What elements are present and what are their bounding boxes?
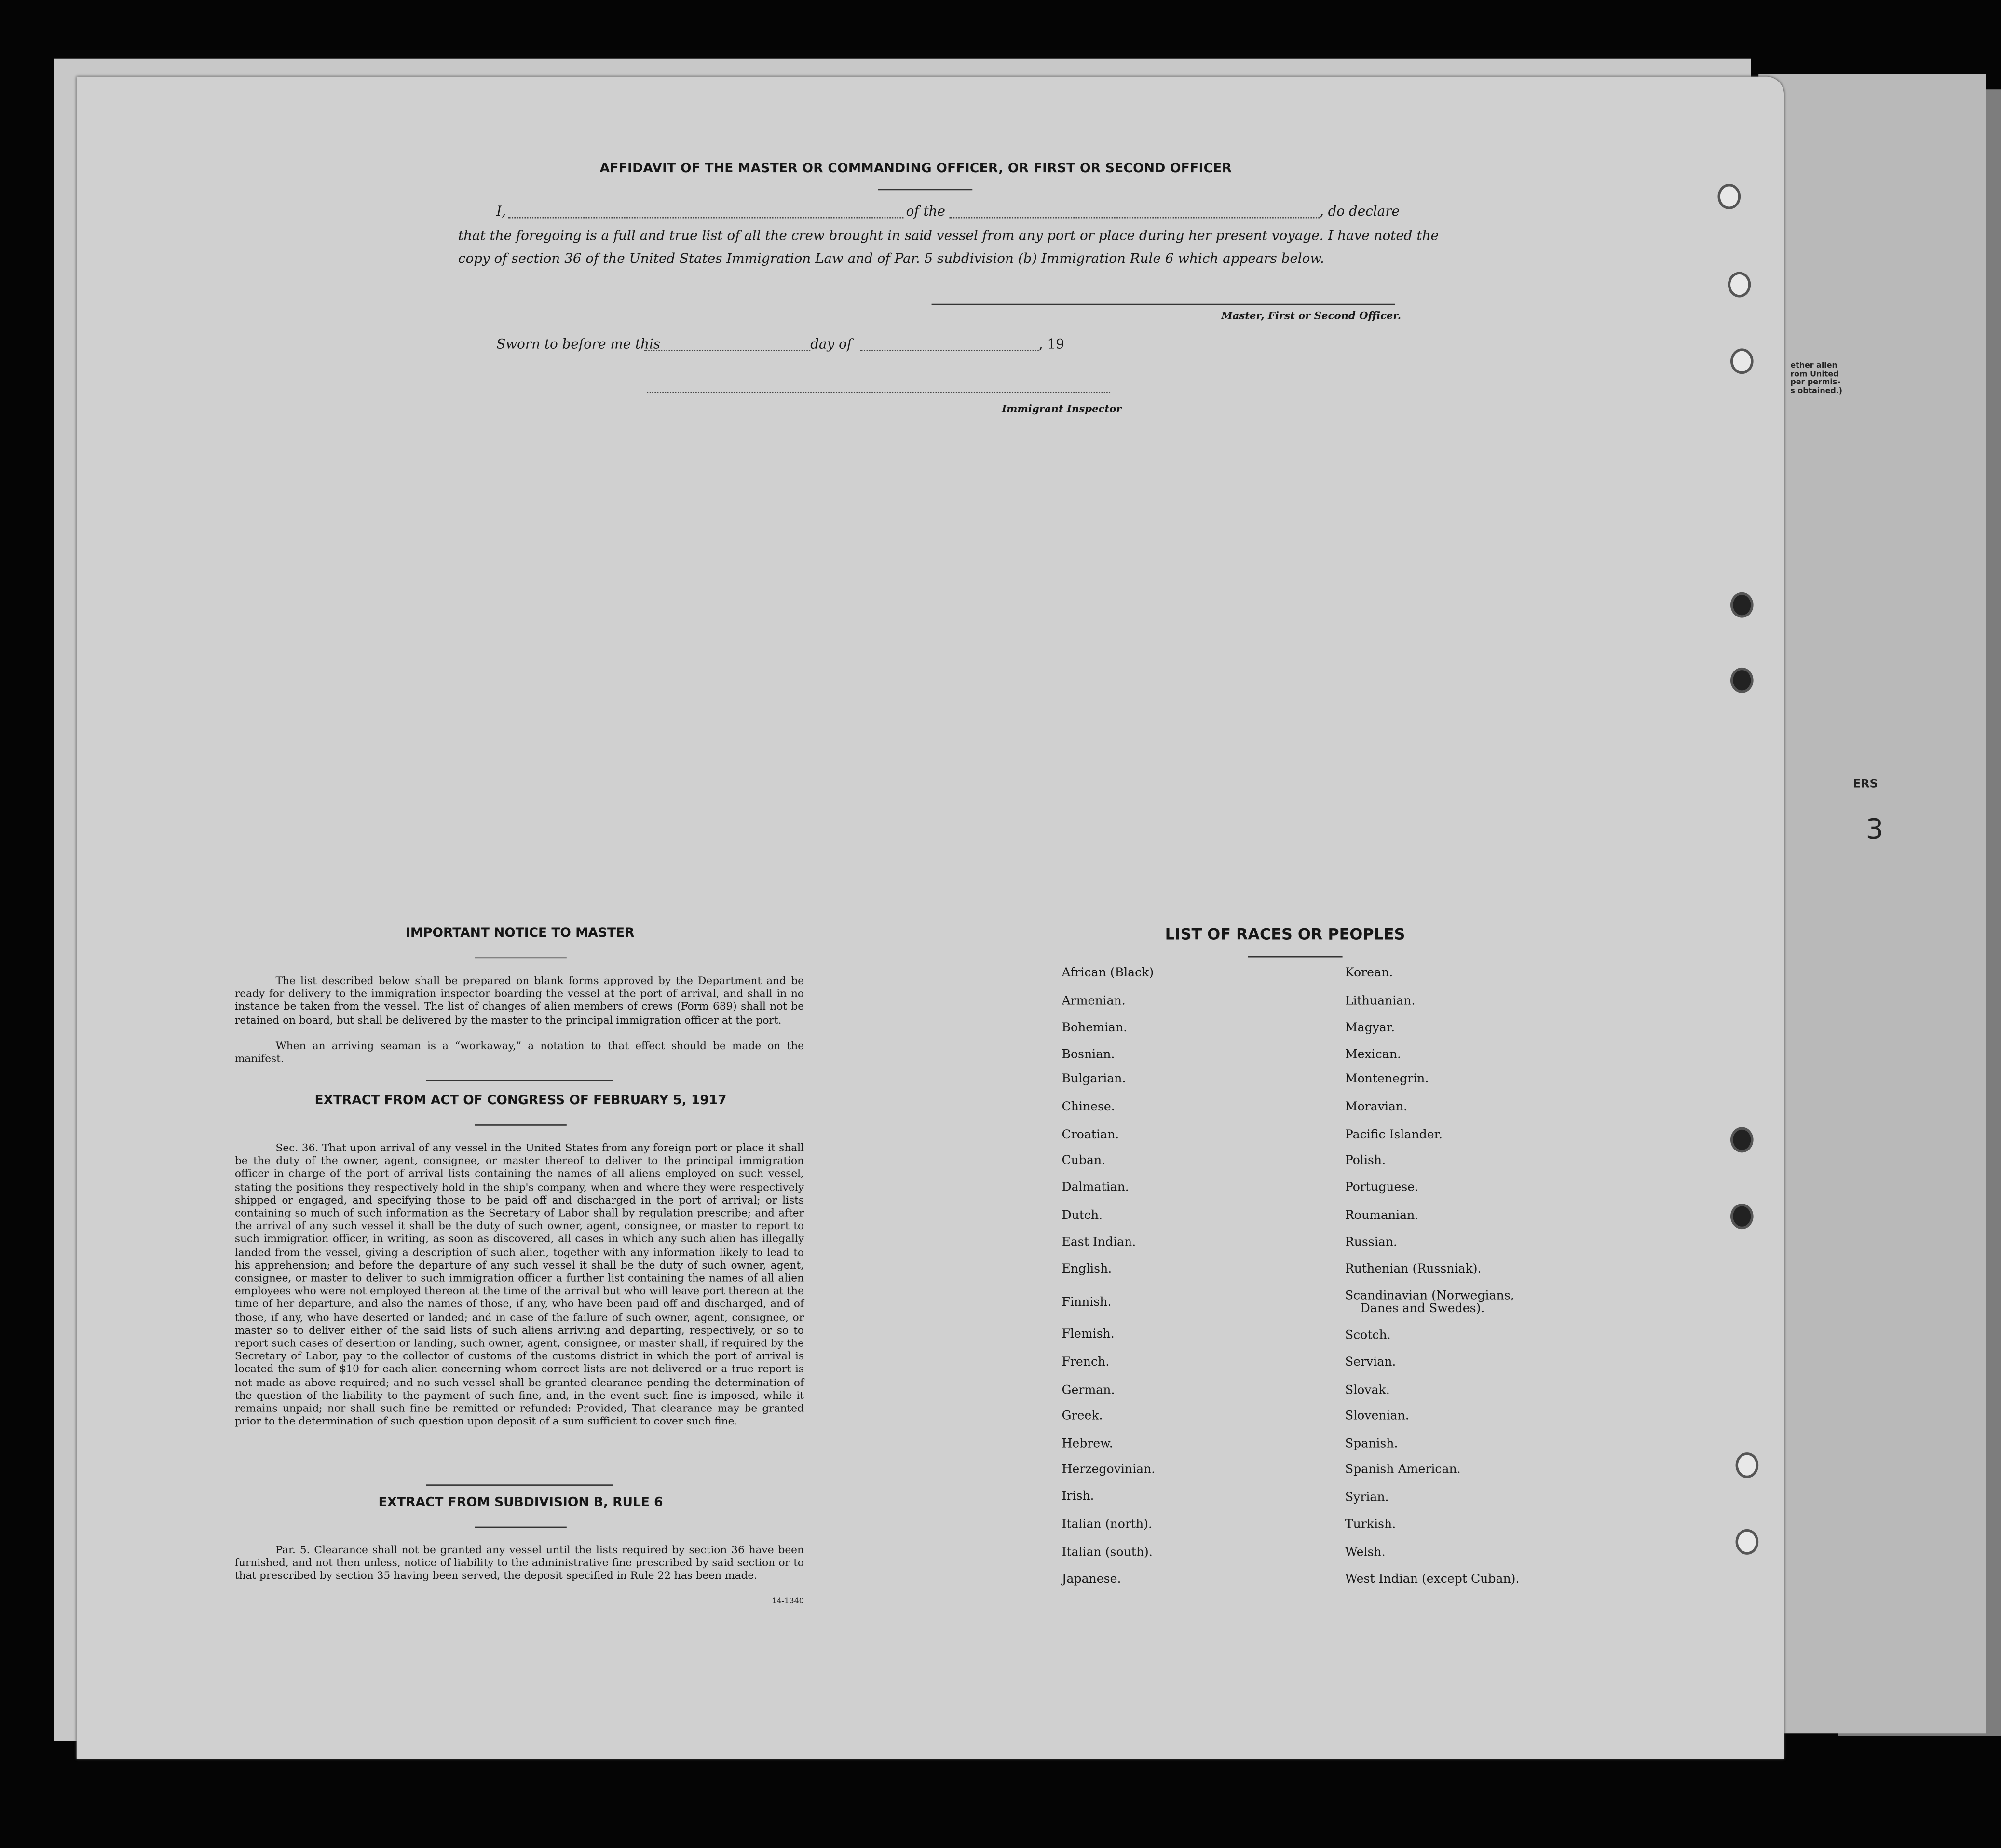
- rule-text: Par. 5. Clearance shall not be granted any vessel until the lists required by section 36 have been furnished, and not then unless, notice of liability to the administrative fine prescribed by said section or to that prescribed by section 35 having been served, the deposit specified in Rule 22 has been made.: [234, 1543, 804, 1582]
- race-item: Moravian.: [1345, 1100, 1408, 1114]
- affidavit-i: I,: [496, 204, 506, 220]
- side-sheet-numeral: 3: [1865, 814, 1884, 847]
- race-item: Italian (north).: [1062, 1518, 1153, 1532]
- races-rule: [1248, 956, 1343, 958]
- race-item: Scandinavian (Norwegians,: [1345, 1289, 1514, 1303]
- race-item: Korean.: [1345, 966, 1393, 981]
- inspector-line[interactable]: [647, 392, 1110, 393]
- binder-hole: [1730, 348, 1754, 374]
- affidavit-line-3: copy of section 36 of the United States Immigration Law and of Par. 5 subdivision (b) Immigration Rule 6 which appears below.: [458, 251, 1324, 267]
- notice-para-2: When an arriving seaman is a “workaway,” a notation to that effect should be made on the manifest.: [234, 1039, 804, 1065]
- race-item: Syrian.: [1345, 1491, 1389, 1505]
- race-item: Welsh.: [1345, 1546, 1386, 1560]
- race-item: English.: [1062, 1262, 1112, 1276]
- race-item: Dalmatian.: [1062, 1180, 1129, 1195]
- affidavit-line-2: that the foregoing is a full and true list of all the crew brought in said vessel from any port or place during her present voyage. I have noted the: [458, 228, 1439, 244]
- sworn-month-blank[interactable]: [860, 350, 1038, 351]
- race-item: Bulgarian.: [1062, 1072, 1126, 1086]
- side-sheet-note: [1790, 362, 1842, 396]
- race-item: Ruthenian (Russniak).: [1345, 1262, 1482, 1276]
- race-item: Japanese.: [1062, 1572, 1121, 1587]
- title-underline: [878, 189, 972, 191]
- race-item: Portuguese.: [1345, 1180, 1419, 1195]
- race-item: Russian.: [1345, 1235, 1398, 1250]
- notice-title: IMPORTANT NOTICE TO MASTER: [405, 926, 635, 941]
- binder-hole: [1736, 1452, 1759, 1478]
- binder-hole: [1728, 272, 1751, 298]
- side-note-line: per permis-: [1790, 378, 1840, 387]
- race-item: Hebrew.: [1062, 1437, 1113, 1451]
- race-item: Slovak.: [1345, 1383, 1390, 1398]
- race-item: Slovenian.: [1345, 1409, 1409, 1424]
- affidavit-title: AFFIDAVIT OF THE MASTER OR COMMANDING OFFICER, OR FIRST OR SECOND OFFICER: [599, 162, 1232, 177]
- signature-label: Master, First or Second Officer.: [1221, 309, 1402, 322]
- binder-hole: [1730, 1127, 1754, 1152]
- race-item: German.: [1062, 1383, 1115, 1398]
- sworn-day-blank[interactable]: [644, 350, 810, 351]
- vessel-blank[interactable]: [950, 217, 1320, 219]
- act-text: Sec. 36. That upon arrival of any vessel in the United States from any foreign port or place it shall be the duty of the owner, agent, consignee, or master thereof to deliver to the principal immigration officer in charge of the port of arrival lists containing the names of all aliens employed on such vessel, stating the positions they respectively hold in the ship's company, when and where they were respectively shipped or engaged, and specifying those to be paid off and discharged in the port of arrival; or lists containing so much of such information as the Secretary of Labor shall by regulation prescribe; and after the arrival of any such vessel it shall be the duty of such owner, agent, consignee, or master to report to such immigration officer, in writing, as soon as discovered, all cases in which any such alien has illegally landed from the vessel, giving a description of such alien, together with any information likely to lead to his apprehension; and before the departure of any such vessel it shall be the duty of such owner, agent, consignee, or master to deliver to such immigration officer a further list containing the names of all alien employees who were not employed thereon at the time of the arrival but who will leave port thereon at the time of her departure, and also the names of those, if any, who have been paid off and discharged, and of those, if any, who have deserted or landed; and in case of the failure of such owner, agent, consignee, or master so to deliver either of the said lists of such aliens arriving and departing, respectively, or so to report such cases of desertion or landing, such owner, agent, consignee, or master shall, if required by the Secretary of Labor, pay to the collector of customs of the customs district in which the port of arrival is located the sum of $10 for each alien concerning whom correct lists are not delivered or a true report is not made as above required; and no such vessel shall be granted clearance pending the determination of the question of the liability to the payment of such fine, and, in the event such fine is imposed, while it remains unpaid; nor shall such fine be remitted or refunded: Provided, That clearance may be granted prior to the determination of such question upon deposit of a sum sufficient to cover such fine.: [234, 1141, 804, 1427]
- binder-hole: [1730, 592, 1754, 618]
- race-item: Servian.: [1345, 1355, 1396, 1370]
- affidavit-of-the: of the: [906, 204, 946, 220]
- section-rule: [426, 1484, 613, 1486]
- race-item: Pacific Islander.: [1345, 1128, 1443, 1143]
- sworn-year: , 19: [1038, 337, 1064, 353]
- side-sheet-fragment: ERS: [1852, 779, 1878, 792]
- race-item: West Indian (except Cuban).: [1345, 1572, 1520, 1587]
- race-item: Irish.: [1062, 1489, 1094, 1504]
- affidavit-do-declare: , do declare: [1319, 204, 1400, 220]
- side-note-line: s obtained.): [1790, 386, 1843, 395]
- race-item: Magyar.: [1345, 1021, 1395, 1035]
- section-rule: [426, 1080, 613, 1081]
- race-item: Herzegovinian.: [1062, 1463, 1156, 1477]
- sworn-day-of: day of: [810, 337, 852, 353]
- race-item: Finnish.: [1062, 1295, 1112, 1310]
- race-item: Lithuanian.: [1345, 994, 1416, 1009]
- race-item: Chinese.: [1062, 1100, 1115, 1114]
- race-item: Croatian.: [1062, 1128, 1119, 1143]
- inspector-label: Immigrant Inspector: [1002, 402, 1122, 415]
- race-item: Dutch.: [1062, 1208, 1103, 1223]
- act-rule: [475, 1124, 567, 1126]
- name-blank[interactable]: [508, 217, 903, 219]
- race-item: Spanish American.: [1345, 1463, 1461, 1477]
- race-item: Bosnian.: [1062, 1048, 1115, 1062]
- side-note-line: ether alien: [1790, 361, 1838, 370]
- race-item: Armenian.: [1062, 994, 1126, 1009]
- race-item: Turkish.: [1345, 1518, 1396, 1532]
- race-item: Greek.: [1062, 1409, 1103, 1424]
- back-sheet: [1758, 74, 1986, 1733]
- race-item: French.: [1062, 1355, 1110, 1370]
- binder-hole: [1730, 668, 1754, 693]
- rule-rule: [475, 1527, 567, 1528]
- race-item: Bohemian.: [1062, 1021, 1128, 1035]
- binder-hole: [1736, 1529, 1759, 1555]
- binder-hole: [1718, 184, 1741, 209]
- binder-hole: [1730, 1204, 1754, 1229]
- race-item: Danes and Swedes).: [1360, 1301, 1485, 1316]
- race-item: Flemish.: [1062, 1327, 1115, 1342]
- notice-rule: [475, 957, 567, 958]
- side-note-line: rom United: [1790, 370, 1839, 379]
- race-item: Cuban.: [1062, 1153, 1106, 1168]
- races-title: LIST OF RACES OR PEOPLES: [1165, 925, 1405, 944]
- form-number: 14-1340: [772, 1597, 804, 1606]
- rule-title: EXTRACT FROM SUBDIVISION B, RULE 6: [378, 1496, 663, 1510]
- act-title: EXTRACT FROM ACT OF CONGRESS OF FEBRUARY 5, 1917: [314, 1094, 727, 1108]
- race-item: Mexican.: [1345, 1048, 1401, 1062]
- race-item: African (Black): [1062, 966, 1154, 981]
- notice-para-1: The list described below shall be prepared on blank forms approved by the Department and be ready for delivery to the immigration inspector boarding the vessel at the port of arrival, and shall in no instance be taken from the vessel. The list of changes of alien members of crews (Form 689) shall not be retained on board, but shall be delivered by the master to the principal immigration officer at the port.: [234, 973, 804, 1026]
- sworn-text: Sworn to before me this: [496, 337, 661, 353]
- race-item: Montenegrin.: [1345, 1072, 1429, 1086]
- race-item: Scotch.: [1345, 1328, 1391, 1343]
- race-item: Spanish.: [1345, 1437, 1398, 1451]
- signature-line[interactable]: [932, 304, 1395, 305]
- race-item: Polish.: [1345, 1153, 1386, 1168]
- race-item: Italian (south).: [1062, 1546, 1153, 1560]
- race-item: East Indian.: [1062, 1235, 1136, 1250]
- race-item: Roumanian.: [1345, 1208, 1419, 1223]
